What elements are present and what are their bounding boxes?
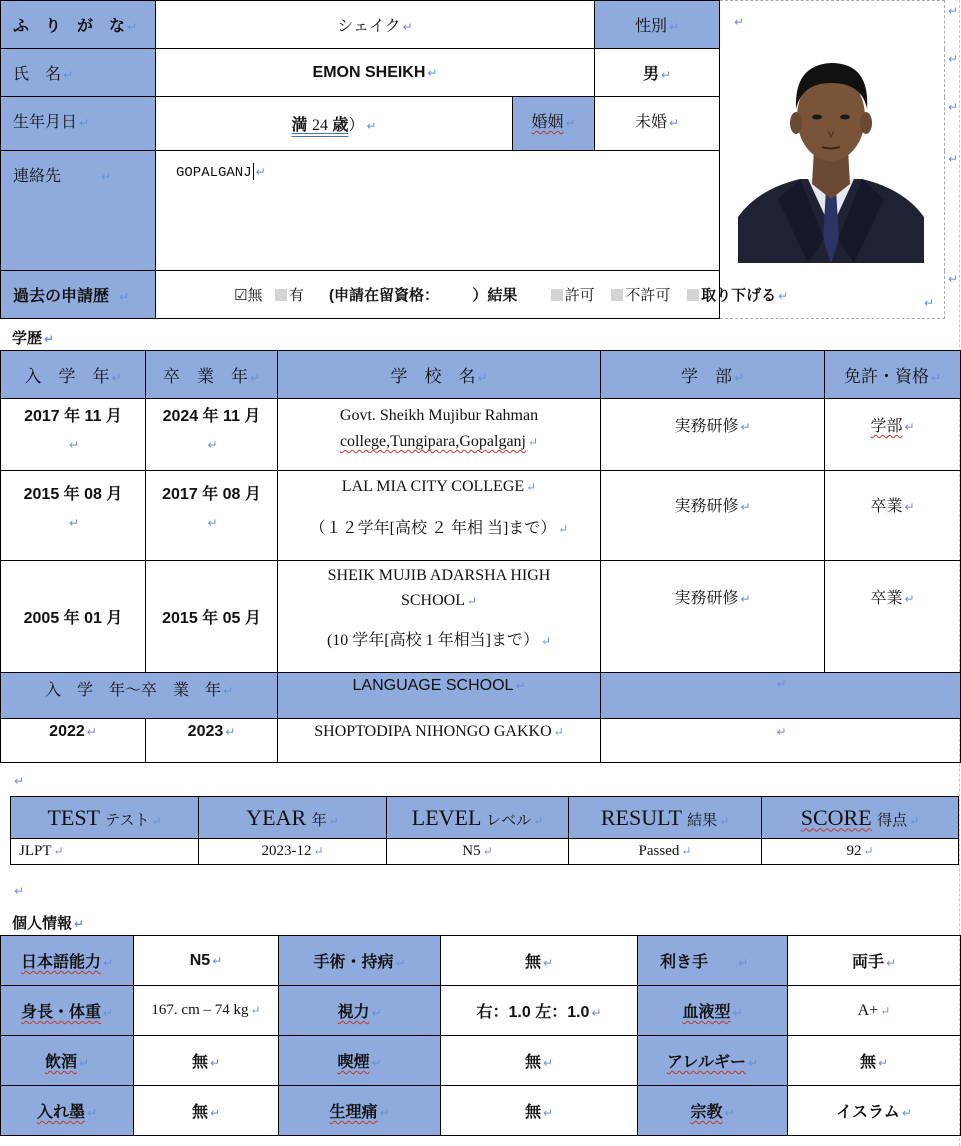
school-cell[interactable]: LAL MIA CITY COLLEGE ↵ （１２学年[高校 ２ 年相 当]まで） ↵ <box>278 471 601 561</box>
height-weight-value[interactable]: 167. cm – 74 kg ↵ <box>134 986 279 1036</box>
surgery-value[interactable]: 無 ↵ <box>441 936 638 986</box>
drinking-label: 飲酒 ↵ <box>1 1036 134 1086</box>
table-row <box>1 1036 961 1086</box>
handedness-label: 利き手 ↵ <box>638 936 788 986</box>
header-enter-year: 入 学 年 ↵ <box>1 351 146 399</box>
history-options[interactable]: ☑無 有 (申請在留資格： ）結果 許可 不許可 取り下げる ↵ <box>156 271 720 319</box>
enter-year-cell[interactable]: 2005 年 01 月 <box>1 561 146 673</box>
contact-value[interactable]: GOPALGANJ ↵ <box>156 151 720 271</box>
photo-cell <box>720 1 945 319</box>
result-deny-checkbox[interactable]: 不許可 <box>611 287 670 304</box>
header-license: 免許・資格 ↵ <box>825 351 961 399</box>
test-result-cell[interactable]: Passed ↵ <box>569 839 762 865</box>
lang-header-empty <box>601 673 961 719</box>
education-title: 学歴 ↵ <box>12 327 54 348</box>
menstrual-pain-label: 生理痛 ↵ <box>279 1086 441 1136</box>
eyesight-value[interactable]: 右：1.0 左：1.0 ↵ <box>441 986 638 1036</box>
result-withdraw-checkbox[interactable]: 取り下げる <box>687 287 776 304</box>
tattoo-label: 入れ墨 ↵ <box>1 1086 134 1136</box>
japanese-ability-label: 日本語能力 ↵ <box>1 936 134 986</box>
lang-empty-cell[interactable] <box>601 719 961 763</box>
header-dept: 学 部 ↵ <box>601 351 825 399</box>
license-cell[interactable]: 学部 ↵ <box>825 399 961 471</box>
school-cell[interactable]: SHEIK MUJIB ADARSHA HIGH SCHOOL ↵ (10 学年[高校 1 年相当]まで） ↵ <box>278 561 601 673</box>
religion-label: 宗教 ↵ <box>638 1086 788 1136</box>
eyesight-label: 視力 ↵ <box>279 986 441 1036</box>
license-cell[interactable]: 卒業 ↵ <box>825 561 961 673</box>
drinking-value[interactable]: 無 ↵ <box>134 1036 279 1086</box>
table-row <box>1 719 961 763</box>
personal-table <box>0 935 961 1136</box>
furigana-label: ふ り が な ↵ <box>1 1 156 49</box>
table-row <box>1 471 961 561</box>
tattoo-value[interactable]: 無 ↵ <box>134 1086 279 1136</box>
personal-title: 個人情報 ↵ <box>12 912 84 933</box>
test-score-cell[interactable]: 92 ↵ <box>762 839 959 865</box>
history-yes-checkbox[interactable]: 有 <box>275 287 304 304</box>
test-level-cell[interactable]: N5 ↵ <box>387 839 569 865</box>
test-year-cell[interactable]: 2023-12 ↵ <box>199 839 387 865</box>
enter-year-cell[interactable]: 2015 年 08 月 ↵ <box>1 471 146 561</box>
history-label: 過去の申請歴 ↵ <box>1 271 156 319</box>
name-label: 氏 名 ↵ <box>1 49 156 97</box>
table-row <box>1 986 961 1036</box>
test-header: TEST テスト ↵ <box>11 797 199 839</box>
test-table <box>10 796 959 865</box>
profile-table <box>0 0 945 319</box>
furigana-value[interactable]: シェイク ↵ <box>156 1 595 49</box>
contact-label: 連絡先 ↵ <box>1 151 156 271</box>
birth-label: 生年月日 ↵ <box>1 97 156 151</box>
lang-header-school: LANGUAGE SCHOOL ↵ <box>278 673 601 719</box>
lang-school-cell[interactable]: SHOPTODIPA NIHONGO GAKKO ↵ <box>278 719 601 763</box>
dept-cell[interactable]: 実務研修 ↵ <box>601 471 825 561</box>
margin-return-marks: ↵ ↵ ↵ ↵ ↵ <box>947 4 958 286</box>
handedness-value[interactable]: 両手 ↵ <box>788 936 961 986</box>
license-cell[interactable]: 卒業 ↵ <box>825 471 961 561</box>
name-value[interactable]: EMON SHEIKH ↵ <box>156 49 595 97</box>
allergy-label: アレルギー ↵ <box>638 1036 788 1086</box>
table-row <box>1 1086 961 1136</box>
gender-label: 性別 ↵ <box>595 1 720 49</box>
blood-type-value[interactable]: A+ ↵ <box>788 986 961 1036</box>
lang-header-years: 入 学 年～卒 業 年 ↵ <box>1 673 278 719</box>
japanese-ability-value[interactable]: N5 ↵ <box>134 936 279 986</box>
history-none-checkbox[interactable]: ☑無 <box>234 287 263 304</box>
smoking-value[interactable]: 無 ↵ <box>441 1036 638 1086</box>
lang-enter-cell[interactable]: 2022 ↵ <box>1 719 146 763</box>
dept-cell[interactable]: 実務研修 ↵ <box>601 561 825 673</box>
dept-cell[interactable]: 実務研修 ↵ <box>601 399 825 471</box>
test-name-cell[interactable]: JLPT ↵ <box>11 839 199 865</box>
grad-year-cell[interactable]: 2015 年 05 月 <box>146 561 278 673</box>
header-school: 学 校 名 ↵ <box>278 351 601 399</box>
table-row <box>11 839 959 865</box>
grad-year-cell[interactable]: 2024 年 11 月 ↵ <box>146 399 278 471</box>
age-value[interactable]: 満 24 歳） ↵ <box>156 97 513 151</box>
table-row <box>1 561 961 673</box>
menstrual-pain-value[interactable]: 無 ↵ <box>441 1086 638 1136</box>
allergy-value[interactable]: 無 ↵ <box>788 1036 961 1086</box>
level-header: LEVEL レベル ↵ <box>387 797 569 839</box>
education-table <box>0 350 961 763</box>
grad-year-cell[interactable]: 2017 年 08 月 ↵ <box>146 471 278 561</box>
year-header: YEAR 年 ↵ <box>199 797 387 839</box>
gender-value[interactable]: 男 ↵ <box>595 49 720 97</box>
marital-value[interactable]: 未婚 ↵ <box>595 97 720 151</box>
profile-photo <box>738 39 924 263</box>
blood-type-label: 血液型 ↵ <box>638 986 788 1036</box>
lang-grad-cell[interactable]: 2023 ↵ <box>146 719 278 763</box>
height-weight-label: 身長・体重 ↵ <box>1 986 134 1036</box>
result-header: RESULT 結果 ↵ <box>569 797 762 839</box>
table-row <box>1 399 961 471</box>
marital-label: 婚姻 ↵ <box>513 97 595 151</box>
result-permit-checkbox[interactable]: 許可 <box>551 287 595 304</box>
header-grad-year: 卒 業 年 ↵ <box>146 351 278 399</box>
paragraph-mark <box>12 772 24 790</box>
surgery-label: 手術・持病 ↵ <box>279 936 441 986</box>
table-row <box>1 936 961 986</box>
smoking-label: 喫煙 ↵ <box>279 1036 441 1086</box>
paragraph-mark <box>12 882 24 900</box>
score-header: SCORE 得点 ↵ <box>762 797 959 839</box>
enter-year-cell[interactable]: 2017 年 11 月 ↵ <box>1 399 146 471</box>
religion-value[interactable]: イスラム ↵ <box>788 1086 961 1136</box>
school-cell[interactable]: Govt. Sheikh Mujibur Rahman college,Tungipara,Gopalganj ↵ <box>278 399 601 471</box>
